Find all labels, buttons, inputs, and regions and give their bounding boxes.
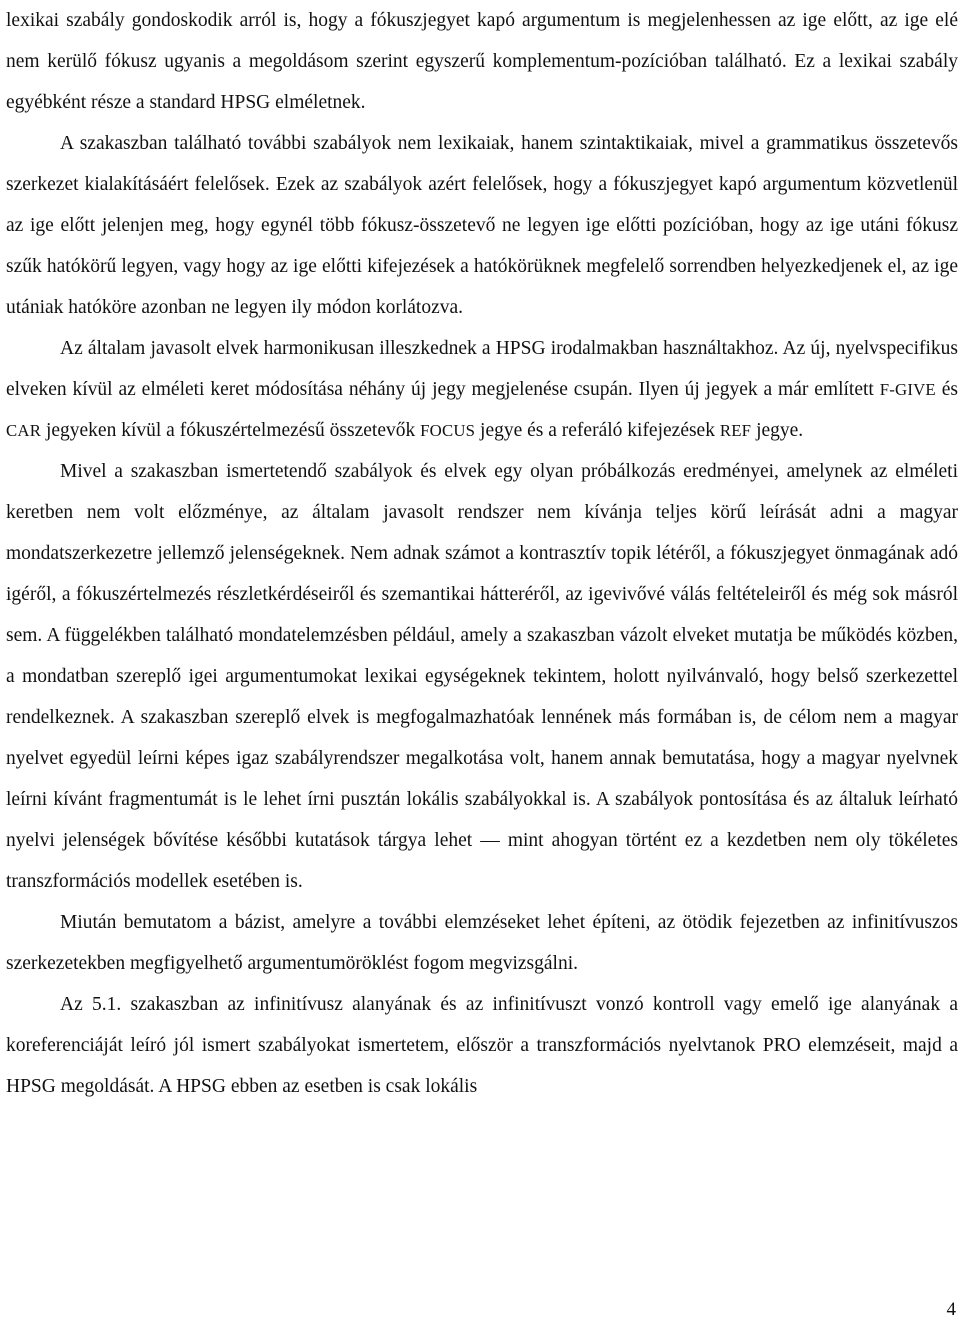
term-f-give: F-GIVE xyxy=(879,380,936,399)
document-page xyxy=(6,0,958,1107)
paragraph-3-text-1: Az általam javasolt elvek harmonikusan illeszkednek a HPSG irodalmakban használtakhoz. Az új, nyelvspecifikus elveken kívül az elméleti keret módosítása néhány új jegy megjelenése csupán. Ilyen új jegyek a már említett xyxy=(6,338,958,400)
paragraph-3-text-3: jegyeken kívül a fókuszértelmezésű összetevők xyxy=(41,420,421,441)
term-car: CAR xyxy=(6,421,42,440)
paragraph-6: Az 5.1. szakaszban az infinitívusz alanyának és az infinitívuszt vonzó kontroll vagy emelő ige alanyának a koreferenciáját leíró jól ismert szabályokat ismertetem, először a transzformációs nyelvtanok PRO elemzéseit, majd a HPSG megoldását. A HPSG ebben az esetben is csak lokális xyxy=(6,994,958,1097)
paragraph-5: Miután bemutatom a bázist, amelyre a további elemzéseket lehet építeni, az ötödik fejezetben az infinitívuszos szerkezetekben megfigyelhető argumentumöröklést fogom megvizsgálni. xyxy=(6,912,958,974)
paragraph-2: A szakaszban található további szabályok nem lexikaiak, hanem szintaktikaiak, mivel a grammatikus összetevős szerkezet kialakításáért felelősek. Ezek az szabályok azért felelősek, hogy a fókuszjegyet kapó argumentum közvetlenül az ige előtt jelenjen meg, hogy egynél több fókusz-összetevő ne legyen ige előtti pozícióban, hogy az ige utáni fókusz szűk hatókörű legyen, vagy hogy az ige előtti kifejezések a hatókörüknek megfelelő sorrendben helyezkedjenek el, az ige utániak hatóköre azonban ne legyen ily módon korlátozva. xyxy=(6,133,958,318)
paragraph-3-text-4: jegye és a referáló kifejezések xyxy=(475,420,720,441)
paragraph-3 xyxy=(6,328,958,451)
page-number: 4 xyxy=(946,1299,956,1320)
paragraph-4: Mivel a szakaszban ismertetendő szabályok és elvek egy olyan próbálkozás eredményei, amelynek az elméleti keretben nem volt előzménye, az általam javasolt rendszer nem kívánja teljes körű leírását adni a magyar mondatszerkezetre jellemző jelenségeknek. Nem adnak számot a kontrasztív topik létéről, a fókuszjegyet önmagának adó igéről, a fókuszértelmezés részletkérdéseiről és szemantikai hátteréről, az igevivővé válás feltételeiről és még sok másról sem. A függelékben található mondatelemzésben például, amely a szakaszban vázolt elveket mutatja be működés közben, a mondatban szereplő igei argumentumokat lexikai egységeknek tekintem, holott nyilvánvaló, hogy belső szerkezettel rendelkeznek. A szakaszban szereplő elvek is megfogalmazhatóak lennének más formában is, de célom nem a magyar nyelvet egyedül leírni képes igaz szabályrendszer megalkotása volt, hanem annak bemutatása, hogy a magyar nyelvnek leírni kívánt fragmentumát is le lehet írni pusztán lokális szabályokkal is. A szabályok pontosítása és az általuk leírható nyelvi jelenségek bővítése későbbi kutatások tárgya lehet — mint ahogyan történt ez a kezdetben nem oly tökéletes transzformációs modellek esetében is. xyxy=(6,461,958,892)
paragraph-3-text-2: és xyxy=(935,379,958,400)
paragraph-1: lexikai szabály gondoskodik arról is, hogy a fókuszjegyet kapó argumentum is megjelenhessen az ige előtt, az ige elé nem kerülő fókusz ugyanis a megoldásom szerint egyszerű komplementum-pozícióban található. Ez a lexikai szabály egyébként része a standard HPSG elméletnek. xyxy=(6,10,958,113)
term-focus: FOCUS xyxy=(420,421,476,440)
paragraph-3-text-5: jegye. xyxy=(751,420,804,441)
term-ref: REF xyxy=(719,421,752,440)
